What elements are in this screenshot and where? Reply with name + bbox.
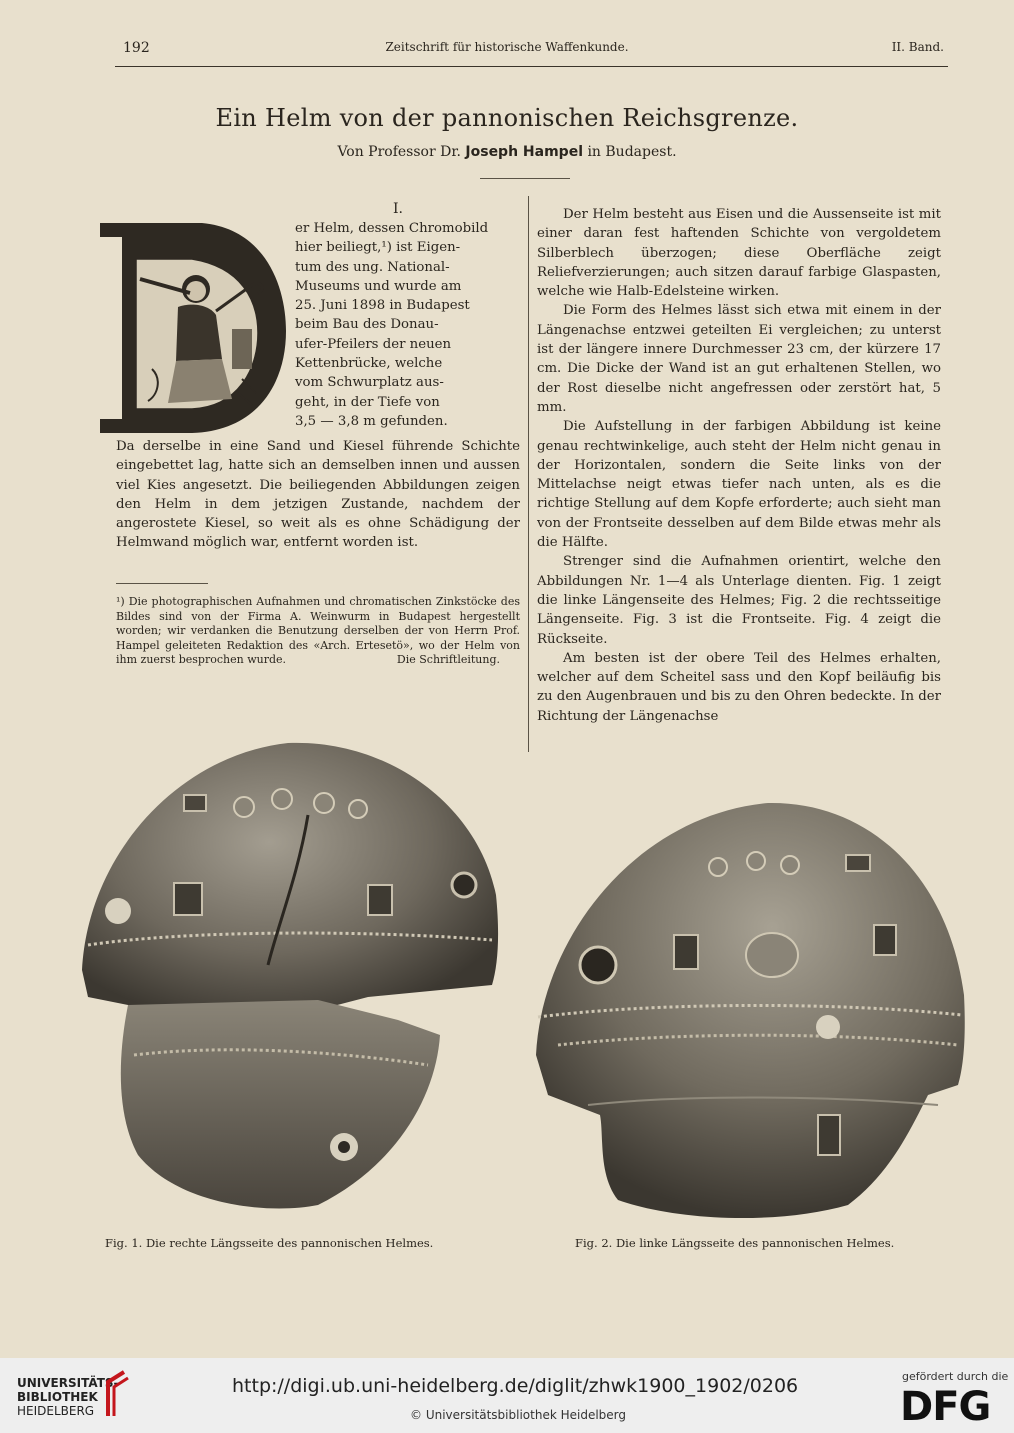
opening-line-5: 25. Juni 1898 in Budapest (295, 298, 470, 314)
footnote-text: ¹) Die photographischen Aufnahmen und chromatischen Zinkstöcke des Bildes sind von der Firma A. Weinwurm in Budapest hergestellt worden; wir verdanken die Benutzung derselben der von Herrn Prof. Hampel geleiteten Redaktion des «Arch. Ertesetö», wo der Helm von ihm zuerst besprochen wurde. (116, 595, 520, 667)
author-name: Joseph Hampel (465, 144, 583, 160)
opening-line-1: er Helm, dessen Chromobild (295, 221, 489, 236)
right-paragraph-1: Der Helm besteht aus Eisen und die Aussenseite ist mit einer daran fest haftenden Schichte von vergoldetem Silberblech überzogen; diese Oberfläche zeigt Reliefverzierungen; auch sitzen darauf farbige Glaspasten, welche wie Halb-Edelsteine wirken. (537, 207, 941, 300)
opening-line-10: geht, in der Tiefe von (295, 394, 440, 410)
title-rule (480, 178, 570, 179)
footnote (116, 595, 520, 668)
copyright-notice: © Universitätsbibliothek Heidelberg (410, 1408, 627, 1422)
opening-line-3: tum des ung. National- (295, 259, 450, 275)
opening-line-7: ufer-Pfeilers der neuen (295, 336, 452, 352)
right-paragraph-2: Die Form des Helmes lässt sich etwa mit einem in der Längenachse entzwei geteilten Ei vergleichen; zu unterst ist der längere innere Durchmesser 23 cm, der kürzere 17 cm. Die Dicke der Wand ist an gut erhaltenen Stellen, wo der Rost dieselbe nicht angefressen oder zerstört hat, 5 mm. (537, 303, 941, 415)
header-rule (115, 66, 948, 67)
library-line-1: UNIVERSITÄTS- (17, 1376, 119, 1390)
left-column (116, 200, 520, 553)
column-divider (528, 196, 529, 752)
right-paragraph-3: Die Aufstellung in der farbigen Abbildung ist keine genau rechtwinkelige, auch steht der Helm nicht genau in der Horizontalen, sondern die Seite links von der Mittelachse neigt etwas tiefer nach unten, als es die richtige Stellung auf dem Kopfe erforderte; auch sieht man von der Frontseite desselben auf dem Bilde etwas mehr als die Hälfte. (537, 419, 941, 551)
figure-1-caption: Fig. 1. Die rechte Längsseite des pannonischen Helmes. (105, 1236, 434, 1250)
section-number: I. (393, 201, 403, 217)
opening-line-8: Kettenbrücke, welche (295, 356, 443, 372)
byline (0, 144, 1014, 160)
library-line-3: HEIDELBERG (17, 1404, 95, 1418)
volume-label: II. Band. (891, 40, 944, 54)
right-column (537, 205, 941, 726)
byline-suffix: in Budapest. (587, 144, 677, 160)
footnote-signature: Die Schriftleitung. (396, 653, 500, 667)
opening-line-4: Museums und wurde am (295, 278, 462, 294)
digitization-footer (0, 1358, 1014, 1433)
figure-2-helmet-photo (528, 795, 976, 1225)
article-title: Ein Helm von der pannonischen Reichsgrenze. (215, 104, 799, 132)
library-line-2: BIBLIOTHEK (17, 1390, 98, 1404)
library-logo-icon (104, 1370, 130, 1418)
footnote-rule (116, 583, 208, 584)
initial-d-illustration (92, 219, 288, 437)
right-paragraph-5: Am besten ist der obere Teil des Helmes erhalten, welcher auf dem Scheitel sass und den Kopf beiläufig bis zu den Augenbrauen und bis zu den Ohren bedeckte. In der Richtung der Längenachse (537, 650, 941, 724)
figure-1-helmet-photo (68, 735, 508, 1230)
opening-line-11: 3,5 — 3,8 m gefunden. (295, 413, 448, 429)
right-paragraph-4: Strenger sind die Aufnahmen orientirt, welche den Abbildungen Nr. 1—4 als Unterlage dienten. Fig. 1 zeigt die linke Längenseite des Helmes; Fig. 2 die rechtsseitige Längenseite. Fig. 3 ist die Frontseite. Fig. 4 zeigt die Rückseite. (537, 554, 941, 647)
byline-prefix: Von Professor Dr. (337, 144, 461, 160)
left-paragraph-continuation: Da derselbe in eine Sand und Kiesel führende Schichte eingebettet lag, hatte sich an demselben innen und aussen viel Kies angesetzt. Die beiliegenden Abbildungen zeigen den Helm in dem jetzigen Zustande, nachdem der angerostete Kiesel, so weit als es ohne Schädigung der Helmwand möglich war, entfernt worden ist. (116, 439, 520, 551)
opening-line-9: vom Schwurplatz aus- (295, 375, 444, 391)
opening-line-2: hier beiliegt,¹) ist Eigen- (295, 240, 461, 256)
dfg-logo: DFG (900, 1384, 991, 1430)
figure-2-caption: Fig. 2. Die linke Längsseite des pannonischen Helmes. (575, 1236, 895, 1250)
sponsor-label: gefördert durch die (902, 1370, 1009, 1383)
opening-line-6: beim Bau des Donau- (295, 317, 439, 333)
page-number: 192 (123, 40, 150, 56)
running-head: Zeitschrift für historische Waffenkunde. (385, 40, 629, 54)
permalink-url[interactable]: http://digi.ub.uni-heidelberg.de/diglit/zhwk1900_1902/0206 (232, 1375, 799, 1397)
